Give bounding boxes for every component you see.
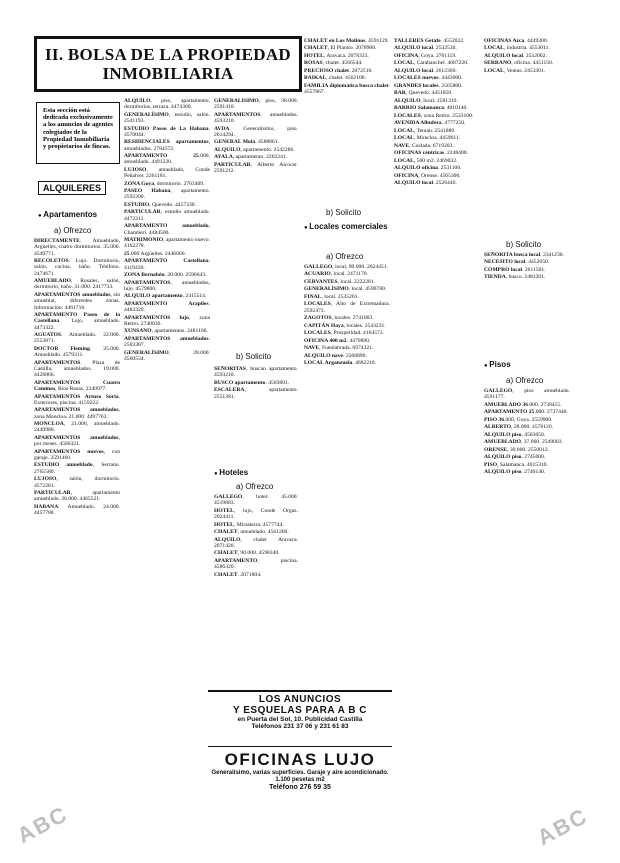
- classified-ad: ALQUILO local. 2532530.: [394, 45, 457, 52]
- ofrezco-subheading-locales: a) Ofrezco: [326, 252, 364, 261]
- ad-divider-top: [208, 690, 392, 692]
- column-3c: [214, 494, 298, 680]
- classified-ad: OFICINAS céntricas. 2248400.: [394, 150, 468, 157]
- classified-ad: GALLEGO, hotel. 45.000. 4519883.: [214, 494, 298, 507]
- classified-ad: LOCAL Arganzuela. 4682218.: [304, 360, 377, 367]
- section-title-line1: II. BOLSA DE LA PROPIEDAD: [44, 45, 292, 64]
- classified-ad: ALQUILO piso. 4583050.: [484, 431, 546, 438]
- classified-ad: LOCALES nuevos. 4443000.: [394, 75, 463, 82]
- alquileres-heading: [38, 183, 106, 193]
- classified-ad: ZONA Goya, dormitorio. 2763409.: [124, 180, 205, 187]
- classified-ad: LOCALES, Prosperidad. 4164572.: [304, 330, 385, 337]
- classified-ad: PRECIOSO chalet. 2072510.: [304, 67, 373, 74]
- classified-ad: NAVE, Fuenlabrada. 6974321.: [304, 345, 374, 352]
- section-notice: [36, 102, 120, 164]
- ad-divider-mid: [208, 746, 392, 747]
- classified-ad: ALQUILO local. 2526440.: [394, 180, 457, 187]
- classified-ad: ESTUDIO amueblado, Serrano. 2765580.: [34, 462, 120, 475]
- alquileres-label: ALQUILERES: [38, 181, 106, 195]
- classified-ad: ALQUILO piso. 2740140.: [484, 469, 546, 476]
- classified-ad: CHALET, El Plantío. 2078900.: [304, 45, 377, 52]
- classified-ad: ALQUILO, chalet Aravaca. 2071420.: [214, 536, 298, 549]
- classified-ad: GENERALÍSIMO, 28.000. 4560534.: [124, 349, 210, 362]
- classified-ad: DIRECTAMENTE. Amueblado, Argüelles, cuatro dormitorios. 35.000. 4549771.: [34, 238, 120, 257]
- classified-ad: APARTAMENTO 25.000, amueblado. 4491220.: [124, 153, 210, 166]
- classified-ad: PISO 36.000, Goya. 2559900.: [484, 416, 553, 423]
- classified-ad: PARTICULAR, estudio amueblado. 4472211.: [124, 209, 210, 222]
- classified-ad: LOCALES, Alto de Extremadura. 2592473.: [304, 301, 390, 314]
- oficinas-lujo-description: Generalísimo, varias superficies. Garaje y aire acondicionado. 1.100 pesetas m2: [211, 770, 389, 783]
- classified-ad: RECOLETOS. Lujo. Dormitorio, salón, cocina, baño. Teléfono. 2474671.: [34, 258, 120, 277]
- classified-ad: NAVE, Coslada. 6719203.: [394, 142, 454, 149]
- classified-ad: APARTAMENTO, piscina. 4586320.: [214, 557, 298, 571]
- abc-ad-line3: en Puerta del Sol, 10. Publicidad Castilla: [237, 716, 363, 723]
- classified-ad: BARRIO Salamanca. 4010140.: [394, 105, 468, 112]
- column-3b: [214, 366, 298, 462]
- classified-ad: APARTAMENTOS Cuatro Caminos, Ríos Rosas. 2340977.: [34, 379, 120, 393]
- classified-ad: PARTICULAR, Alberto Alcocer. 2591212.: [214, 161, 298, 175]
- column-6b: [484, 252, 570, 356]
- classified-ad: LOCAL, 500 m2. 2469032.: [394, 157, 458, 164]
- classified-ad: HABANA. Amueblado. 24.000. 4457788.: [34, 503, 120, 517]
- classified-ad: HOTEL, Mirasierra. 4577744.: [214, 521, 284, 528]
- column-2: [124, 98, 210, 828]
- classified-ad: ESTUDIO Paseo de La Habana. 4570044.: [124, 125, 210, 138]
- classified-ad: AYALA, apartamento. 2262241.: [214, 154, 288, 161]
- classified-ad: CHALET. 2071804.: [214, 571, 262, 578]
- classified-ad: APARTAMENTOS, amueblados. 4593210.: [214, 111, 298, 125]
- apartamentos-subheading: ● Apartamentos: [38, 210, 97, 219]
- classified-ad: AMUEBLADO, 37.000. 2549003.: [484, 439, 563, 446]
- classified-ad: LOCAL, Tetuán. 2541880.: [394, 127, 456, 134]
- classified-ad: LOCAL, Carabanchel. 4687220.: [394, 60, 469, 67]
- column-5: [394, 38, 480, 688]
- column-4b: [304, 264, 390, 688]
- abc-ad-line2: Y ESQUELAS PARA A B C: [232, 705, 368, 716]
- section-title-box: [34, 36, 302, 92]
- classified-ad: NECESITO local. 4452050.: [484, 259, 550, 266]
- classified-ad: MATRIMONIO, apartamento nuevo. 4162278.: [124, 237, 210, 250]
- notice-text: Esta sección está dedicada exclusivamente a los anuncios de agentes colegiados de la Propiedad Inmobiliaria y propietarios de fincas.: [43, 107, 113, 151]
- classified-ad: MONCLOA, 21.000, amueblado. 2449980.: [34, 421, 120, 434]
- solicito-subheading-2: b) Solicito: [326, 208, 362, 217]
- classified-ad: APARTAMENTOS amueblados, por meses. 4586321.: [34, 434, 120, 448]
- ofrezco-subheading: a) Ofrezco: [54, 226, 92, 235]
- classified-ad: ALQUILO piso. 2745000.: [484, 454, 546, 461]
- classified-ad: ESTUDIO, Quevedo. 4457330.: [124, 201, 196, 208]
- ofrezco-subheading-hoteles: a) Ofrezco: [236, 482, 274, 491]
- classified-ad: ALQUILO local. 2612360.: [394, 67, 457, 74]
- classified-ad: BAR, Quevedo. 4451850.: [394, 90, 453, 97]
- classified-ad: ZAGOTOS, locales. 2741003.: [304, 315, 374, 322]
- classified-ad: APARTAMENTOS Arturo Soria. Exteriores, piscina. 4159222.: [34, 393, 120, 406]
- classified-ad: SERRANO, oficina. 4451150.: [484, 60, 554, 67]
- classified-ad: LUJOSO, salón, dormitorio. 4572281.: [34, 476, 120, 489]
- classified-ad: COMPRO local. 2611501.: [484, 266, 546, 273]
- classified-ad: LOCAL, Moncloa. 4459611.: [394, 135, 461, 142]
- classified-ad: RESIDENCIALES apartamentos, amueblados. 2784572.: [124, 139, 210, 152]
- column-6a: [484, 38, 570, 234]
- classified-ad: GALLEGO, local, 90.000. 2624451.: [304, 264, 388, 270]
- abc-ad-line1: LOS ANUNCIOS: [258, 694, 342, 705]
- classified-ad: GENERAL Mola. 4588861.: [214, 139, 279, 146]
- classified-ad: OFICINA, Orense. 4565300.: [394, 172, 461, 179]
- classified-ad: ALQUILO apartamento. 2415514.: [124, 293, 207, 300]
- classified-ad: FAMILIA diplomática busca chalet. 4557867.: [304, 82, 390, 96]
- classified-ad: APARTAMENTO Castellana. 4119430.: [124, 258, 210, 271]
- classified-ad: ALBERTO, 28.000. 4578120.: [484, 424, 554, 431]
- classified-ad: 25.000 Argüelles. 2446060.: [124, 250, 186, 257]
- column-6c: [484, 388, 570, 828]
- classified-ad: CHALET, 90.000. 4598340.: [214, 550, 280, 557]
- column-4a: [304, 38, 390, 198]
- classified-ad: OFICINA 400 m2. 4470890.: [304, 337, 371, 344]
- solicito-subheading-1: b) Solicito: [236, 352, 272, 361]
- classified-ad: HOTEL, Aravaca. 2078333.: [304, 52, 369, 59]
- classified-ad: SEÑORITAS, buscan apartamento. 4593210.: [214, 366, 298, 379]
- classified-ad: AVDA. Generalísimo, piso. 2614294.: [214, 125, 298, 138]
- classified-ad: APARTAMENTO Arapiles. 4483329.: [124, 300, 210, 314]
- oficinas-lujo-heading: OFICINAS LUJO: [224, 750, 376, 769]
- classified-ad: DOCTOR Fleming. 25.000. Amueblado. 4579311.: [34, 345, 120, 359]
- classified-ad: APARTAMENTOS nuevos, con garaje. 2591460.: [34, 448, 120, 461]
- classified-ad: APARTAMENTOS amueblados. 2503387.: [124, 335, 210, 349]
- classified-ad: OFICINAS Azca. 4449300.: [484, 38, 549, 44]
- abc-watermark-left: ABC: [13, 800, 73, 849]
- classified-ad: GENERALÍSIMO, piso, 38.000. 2591410.: [214, 98, 298, 111]
- classified-ad: ALQUILO, piso, apartamento, dormitorios, terraza. 4474300.: [124, 98, 210, 111]
- classified-ad: AVENIDA Albufera. 4777250.: [394, 120, 466, 127]
- classified-ad: CAPITÁN Haya, locales. 2543231.: [304, 322, 386, 329]
- column-3a: [214, 98, 298, 348]
- classified-ad: ALQUILO oficina. 2531100.: [394, 165, 462, 172]
- classified-ad: AGUATOS. Amueblado. 22.000. 2553871.: [34, 332, 120, 345]
- classified-ad: HOTEL, lujo, Conde Orgaz. 2024411.: [214, 507, 298, 521]
- classified-ad: BAIKAL, chalet. 4562100.: [304, 75, 367, 82]
- classified-ad: FINAL, local. 2535201.: [304, 293, 359, 300]
- classified-ad: ZONA Bernabéu. 20.000. 2596643.: [124, 272, 207, 279]
- classified-ad: APARTAMENTO Paseo de la Castellana. Lujo, amueblado. 4473322.: [34, 312, 120, 331]
- classified-ad: TALLERES Getafe. 4552022.: [394, 38, 465, 44]
- classified-ad: ORENSE, 30.000. 2550012.: [484, 446, 549, 453]
- classified-ad: CERVANTES, local. 2222281.: [304, 278, 376, 285]
- classified-ad: APARTAMENTOS amueblados, zona Moncloa. 21.000. 4497763.: [34, 407, 120, 420]
- abc-watermark-right: ABC: [533, 802, 593, 851]
- classified-ad: TIENDA, busco. 2483201.: [484, 274, 546, 281]
- section-title-line2: INMOBILIARIA: [102, 64, 234, 83]
- abc-ad-line4: Teléfonos 231 37 06 y 231 61 83: [251, 723, 349, 730]
- oficinas-lujo-phone: Teléfono 276 59 35: [269, 784, 331, 791]
- column-1: [34, 238, 120, 828]
- classified-ad: LUJOSO, amueblado, Conde Peñalver. 2261181.: [124, 166, 210, 180]
- hoteles-subheading: ● Hoteles: [214, 468, 248, 477]
- locales-subheading: ● Locales comerciales: [304, 222, 390, 231]
- ofrezco-subheading-pisos: a) Ofrezco: [506, 376, 544, 385]
- classified-ad: APARTAMENTOS, amueblados, lujo. 4579800.: [124, 279, 210, 292]
- pisos-subheading: ● Pisos: [484, 360, 511, 369]
- classified-ad: GALLEGO, piso amueblado. 4591177.: [484, 388, 570, 401]
- classified-ad: PASEO Habana, apartamento. 2592200.: [124, 188, 210, 201]
- classified-ad: CHALET en Los Molinos. 4591129.: [304, 38, 389, 44]
- classified-ad: ALQUILO, local. 2581310.: [394, 97, 458, 104]
- classified-ad: PARTICULAR, apartamento amueblado. 26.000. 4465521.: [34, 489, 120, 503]
- classified-ad: GRANDES locales. 2565800.: [394, 82, 463, 89]
- classified-ad: ALQUILO local. 2532002.: [484, 52, 547, 59]
- abc-ads-notice: [208, 694, 392, 730]
- classified-ad: CHALET, amueblado. 4561260.: [214, 529, 289, 536]
- classified-ad: ESCALERA, apartamento. 2551381.: [214, 387, 298, 400]
- classified-ad: AMUEBLADO 36.000. 2738455.: [484, 401, 562, 408]
- classified-ad: PISO, Salamanca. 4015310.: [484, 461, 548, 468]
- classified-ad: APARTAMENTOS lujo, zona Retiro. 2740036.: [124, 314, 210, 327]
- classified-ad: ACUARIO, local. 2471170.: [304, 271, 368, 278]
- classified-ad: SEÑORITA busca local. 2341230.: [484, 252, 564, 258]
- classified-ad: APARTAMENTOS. Plaza de Castilla, amueblados. 19.000. 4428866.: [34, 359, 120, 379]
- classified-ad: AMUEBLADO, Rosales, salón, dormitorio, baño. 31.000. 2417733.: [34, 278, 120, 291]
- classified-ad: ROSAS, chalet. 4566544.: [304, 60, 363, 67]
- classified-ad: APARTAMENTOS amueblados, sin amueblar, diferentes zonas. Información: 4461716.: [34, 291, 120, 311]
- classified-ad: GENERALÍSIMO, estudio, salón. 2541193.: [124, 111, 210, 125]
- classified-ad: GENERALÍSIMO, local. 4590780.: [304, 286, 387, 293]
- classified-ad: APARTAMENTO amueblado, Chamberí. 4484500.: [124, 223, 210, 236]
- classified-ad: LOCAL, industria. 4553011.: [484, 45, 550, 52]
- classified-ad: ALQUILO, apartamento. 2542286.: [214, 146, 295, 153]
- classified-ad: BUSCO apartamento. 4583801.: [214, 379, 290, 386]
- classified-ad: OFICINA, Goya. 2761119.: [394, 52, 457, 59]
- classified-ad: LOCAL, Ventas. 2453301.: [484, 67, 546, 74]
- solicito-subheading-3: b) Solicito: [506, 240, 542, 249]
- classified-ad: XUNSANO, apartamentos. 2481166.: [124, 328, 208, 335]
- classified-ad: ALQUILO nave. 2560890.: [304, 352, 367, 359]
- classified-ad: LOCALES, zona Retiro. 2533100.: [394, 112, 474, 119]
- classified-ad: APARTAMENTO 25.000. 2737440.: [484, 409, 568, 416]
- oficinas-lujo-ad: [208, 750, 392, 791]
